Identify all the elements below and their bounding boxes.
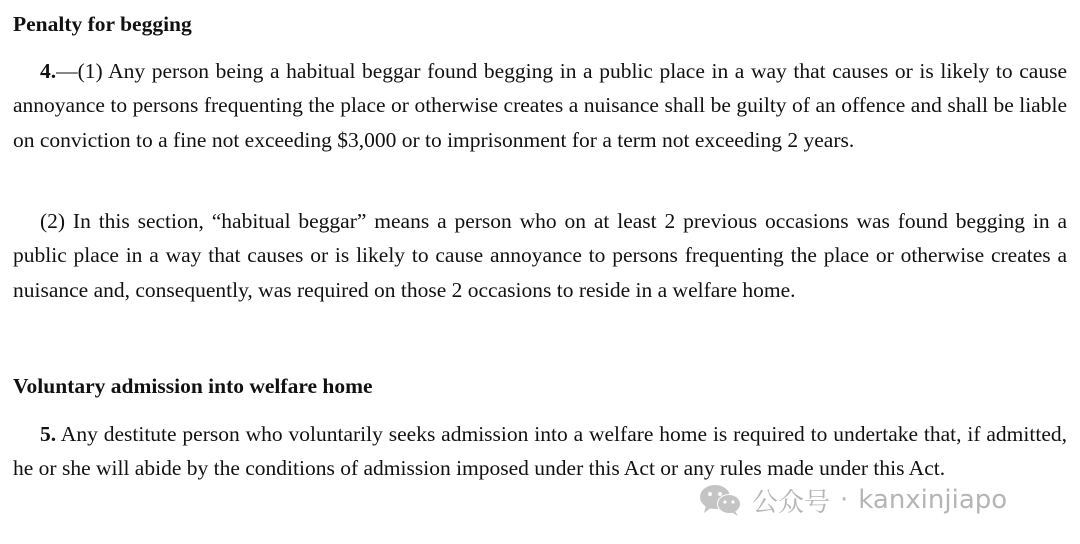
watermark <box>698 480 1007 520</box>
section-number: 4. <box>40 59 57 83</box>
section-number: 5. <box>40 422 57 446</box>
section-heading-voluntary-admission: Voluntary admission into welfare home <box>13 374 373 398</box>
section-text: —(1) Any person being a habitual beggar found begging in a public place in a way that causes or is likely to cause annoyance to persons frequenting the place or otherwise creates a nuisance shall be guilty of an offence and shall be liable on conviction to a fine not exceeding $3,000 or to imprisonment for a term not exceeding 2 years. <box>13 59 1067 152</box>
section-text: (2) In this section, “habitual beggar” means a person who on at least 2 previous occasions was found begging in a public place in a way that causes or is likely to cause annoyance to persons frequenting the place or otherwise creates a nuisance and, consequently, was required on those 2 occasions to reside in a welfare home. <box>13 209 1067 302</box>
watermark-account: kanxinjiapo <box>858 485 1008 515</box>
section-text: Any destitute person who voluntarily seeks admission into a welfare home is required to undertake that, if admitted, he or she will abide by the conditions of admission imposed under this Act or any rules made under this Act. <box>13 422 1067 481</box>
watermark-separator: · <box>840 485 849 515</box>
section-heading-penalty-for-begging: Penalty for begging <box>13 12 192 36</box>
wechat-icon <box>698 483 744 517</box>
section-5-paragraph <box>13 417 1067 486</box>
watermark-platform: 公众号 <box>752 487 831 518</box>
section-4-subsection-2 <box>13 204 1067 307</box>
section-4-subsection-1 <box>13 54 1067 157</box>
